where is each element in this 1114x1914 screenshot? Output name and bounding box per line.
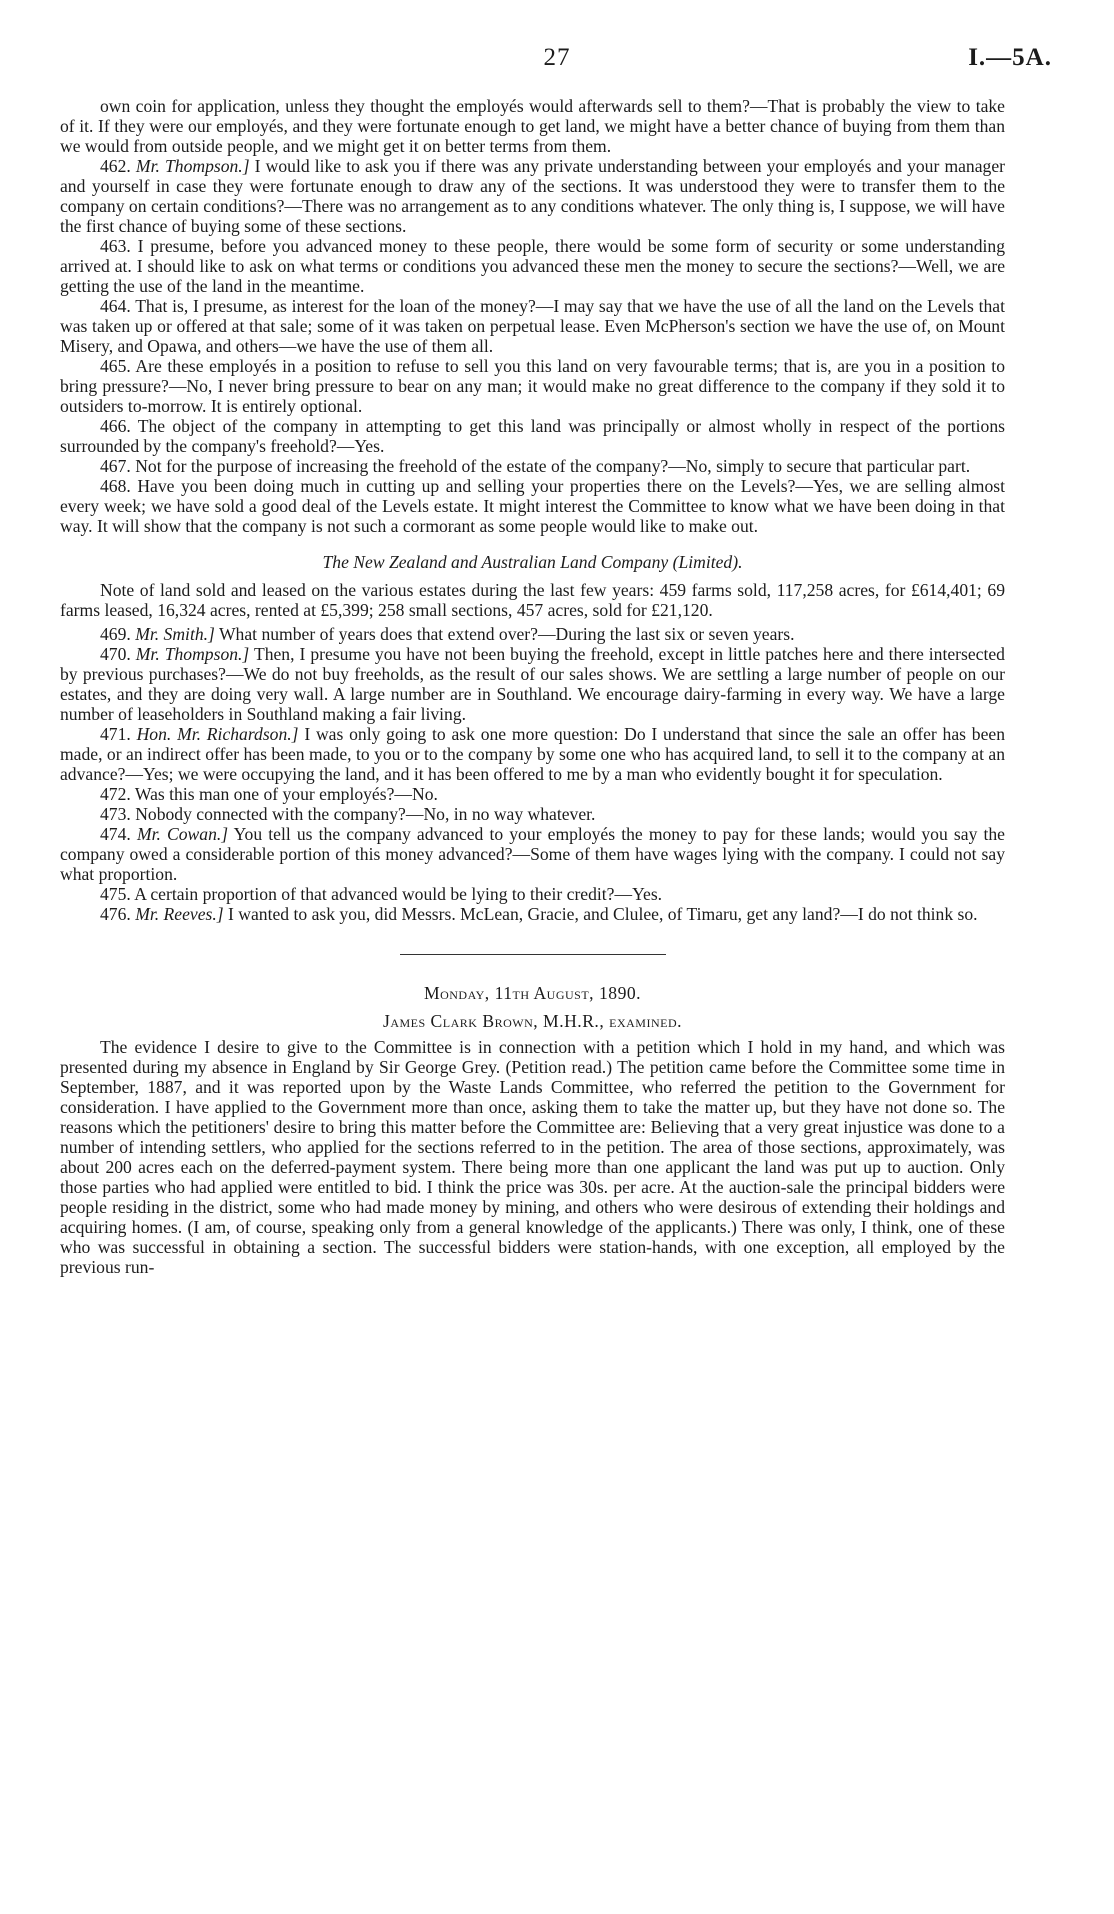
witness-heading: James Clark Brown, M.H.R., examined. <box>382 1011 683 1031</box>
question-number: 467. <box>100 456 131 476</box>
speaker-name: Mr. Reeves.] <box>135 904 224 924</box>
question-paragraph <box>60 624 1005 644</box>
page-number: 27 <box>543 44 571 71</box>
question-text: I wanted to ask you, did Messrs. McLean, Gracie, and Clulee, of Timaru, get any land?—I do not think so. <box>223 904 978 924</box>
page-body <box>60 96 1005 1277</box>
question-text: You tell us the company advanced to your employés the money to pay for these lands; would you say the company owed a considerable portion of this money advanced?—Some of them have wages lying with the company. I could not say what proportion. <box>60 824 1005 884</box>
question-text: I presume, before you advanced money to these people, there would be some form of security or some understanding arrived at. I should like to ask on what terms or conditions you advanced these men the money to secure the sections?—Well, we are getting the use of the land in the meantime. <box>60 236 1005 296</box>
question-text: I would like to ask you if there was any private understanding between your employés and your manager and yourself in case they were fortunate enough to draw any of the sections. It was understood they were to transfer them to the company on certain conditions?—There was no arrangement as to any conditions whatever. The only thing is, I suppose, we will have the first chance of buying some of these sections. <box>60 156 1006 236</box>
question-number: 465. <box>100 356 131 376</box>
question-number: 469. <box>100 624 131 644</box>
question-text: Are these employés in a position to refuse to sell you this land on very favourable terms; that is, are you in a position to bring pressure?—No, I never bring pressure to bear on any man; it would make no great difference to the company if they sold it to outsiders to-morrow. It is entirely optional. <box>60 356 1005 416</box>
question-paragraph <box>60 416 1005 456</box>
question-number: 466. <box>100 416 131 436</box>
question-paragraph <box>60 644 1005 724</box>
evidence-paragraphs-mid <box>60 624 1005 924</box>
question-number: 476. <box>100 904 131 924</box>
question-paragraph <box>60 156 1005 236</box>
section-heading: The New Zealand and Australian Land Company (Limited). <box>322 552 743 572</box>
question-paragraph <box>60 96 1005 156</box>
question-paragraph <box>60 724 1005 784</box>
question-number: 464. <box>100 296 131 316</box>
question-text: The object of the company in attempting to get this land was principally or almost wholly in respect of the portions surrounded by the company's freehold?—Yes. <box>60 416 1005 456</box>
question-number: 468. <box>100 476 131 496</box>
question-number: 463. <box>100 236 131 256</box>
land-sales-note: Note of land sold and leased on the various estates during the last few years: 459 farms sold, 117,258 acres, for £614,401; 69 farms leased, 16,324 acres, rented at £5,399; 258 small sections, 457 acres, sold for £21,120. <box>60 580 1005 620</box>
question-number: 472. <box>100 784 131 804</box>
question-paragraph <box>60 296 1005 356</box>
question-paragraph <box>60 884 1005 904</box>
question-paragraph <box>60 824 1005 884</box>
question-number: 462. <box>100 156 131 176</box>
question-text: That is, I presume, as interest for the loan of the money?—I may say that we have the use of all the land on the Levels that was taken up or offered at that sale; some of it was taken on perpetual lease. Even McPherson's section we have the use of, on Mount Misery, and Opawa, and others—we have the use of them all. <box>60 296 1005 356</box>
question-number: 474. <box>100 824 131 844</box>
question-text: Then, I presume you have not been buying the freehold, except in little patches here and there intersected by previous purchases?—We do not buy freeholds, as the result of our sales shows. We are settling a large number of people on our estates, and they are doing very wall. A large number are in Southland. We encourage dairy-farming in every way. We have a large number of leaseholders in Southland making a fair living. <box>60 644 1005 724</box>
question-number: 473. <box>100 804 131 824</box>
question-paragraph <box>60 456 1005 476</box>
question-text: Not for the purpose of increasing the freehold of the estate of the company?—No, simply to secure that particular part. <box>135 456 971 476</box>
section-divider <box>400 954 666 955</box>
question-text: A certain proportion of that advanced would be lying to their credit?—Yes. <box>134 884 663 904</box>
date-heading: Monday, 11th August, 1890. <box>423 983 642 1003</box>
question-paragraph <box>60 236 1005 296</box>
question-number: 471. <box>100 724 131 744</box>
question-text: Have you been doing much in cutting up and selling your properties there on the Levels?—Yes, we are selling almost every week; we have sold a good deal of the Levels estate. It might interest the Committee to know what we have been doing in that way. It will show that the company is not such a cormorant as some people would like to make out. <box>60 476 1005 536</box>
question-text: What number of years does that extend over?—During the last six or seven years. <box>214 624 795 644</box>
question-number: 475. <box>100 884 131 904</box>
question-text: I was only going to ask one more question: Do I understand that since the sale an offer has been made, or an indirect offer has been made, to you or to the company by some one who has acquired land, to sell it to the company at an advance?—Yes; we were occupying the land, and it has been offered to me by a man who evidently bought it for speculation. <box>60 724 1006 784</box>
question-paragraph <box>60 804 1005 824</box>
speaker-name: Mr. Thompson.] <box>135 156 250 176</box>
question-number: 470. <box>100 644 131 664</box>
witness-evidence: The evidence I desire to give to the Committee is in connection with a petition which I hold in my hand, and which was presented during my absence in England by Sir George Grey. (Petition read.) The petition came before the Committee some time in September, 1887, and it was reported upon by the Waste Lands Committee, who referred the petition to the Government for consideration. I have applied to the Government more than once, asking them to take the matter up, but they have not done so. The reasons which the petitioners' desire to bring this matter before the Committee are: Believing that a very great injustice was done to a number of intending settlers, who applied for the sections referred to in the petition. The area of those sections, approximately, was about 200 acres each on the deferred-payment system. There being more than one applicant the land was put up to auction. Only those parties who had applied were entitled to bid. I think the price was 30s. per acre. At the auction-sale the principal bidders were people residing in the district, some who had made money by mining, and others who were desirous of extending their holdings and acquiring homes. (I am, of course, speaking only from a general knowledge of the applicants.) There was only, I think, one of these who was successful in obtaining a section. The successful bidders were station-hands, with one exception, all employed by the previous run- <box>60 1037 1005 1277</box>
question-text: Nobody connected with the company?—No, in no way whatever. <box>135 804 596 824</box>
evidence-paragraphs-top <box>60 96 1005 536</box>
document-reference: I.—5A. <box>968 44 1052 71</box>
question-paragraph <box>60 476 1005 536</box>
question-text: own coin for application, unless they thought the employés would afterwards sell to them?—That is probably the view to take of it. If they were our employés, and they were fortunate enough to get land, we might have a better chance of buying from them than we would from outside people, and we might get it on better terms from them. <box>60 96 1005 156</box>
question-text: Was this man one of your employés?—No. <box>134 784 438 804</box>
question-paragraph <box>60 356 1005 416</box>
question-paragraph <box>60 904 1005 924</box>
speaker-name: Mr. Thompson.] <box>135 644 250 664</box>
speaker-name: Mr. Cowan.] <box>136 824 229 844</box>
speaker-name: Mr. Smith.] <box>135 624 215 644</box>
question-paragraph <box>60 784 1005 804</box>
speaker-name: Hon. Mr. Richardson.] <box>136 724 299 744</box>
